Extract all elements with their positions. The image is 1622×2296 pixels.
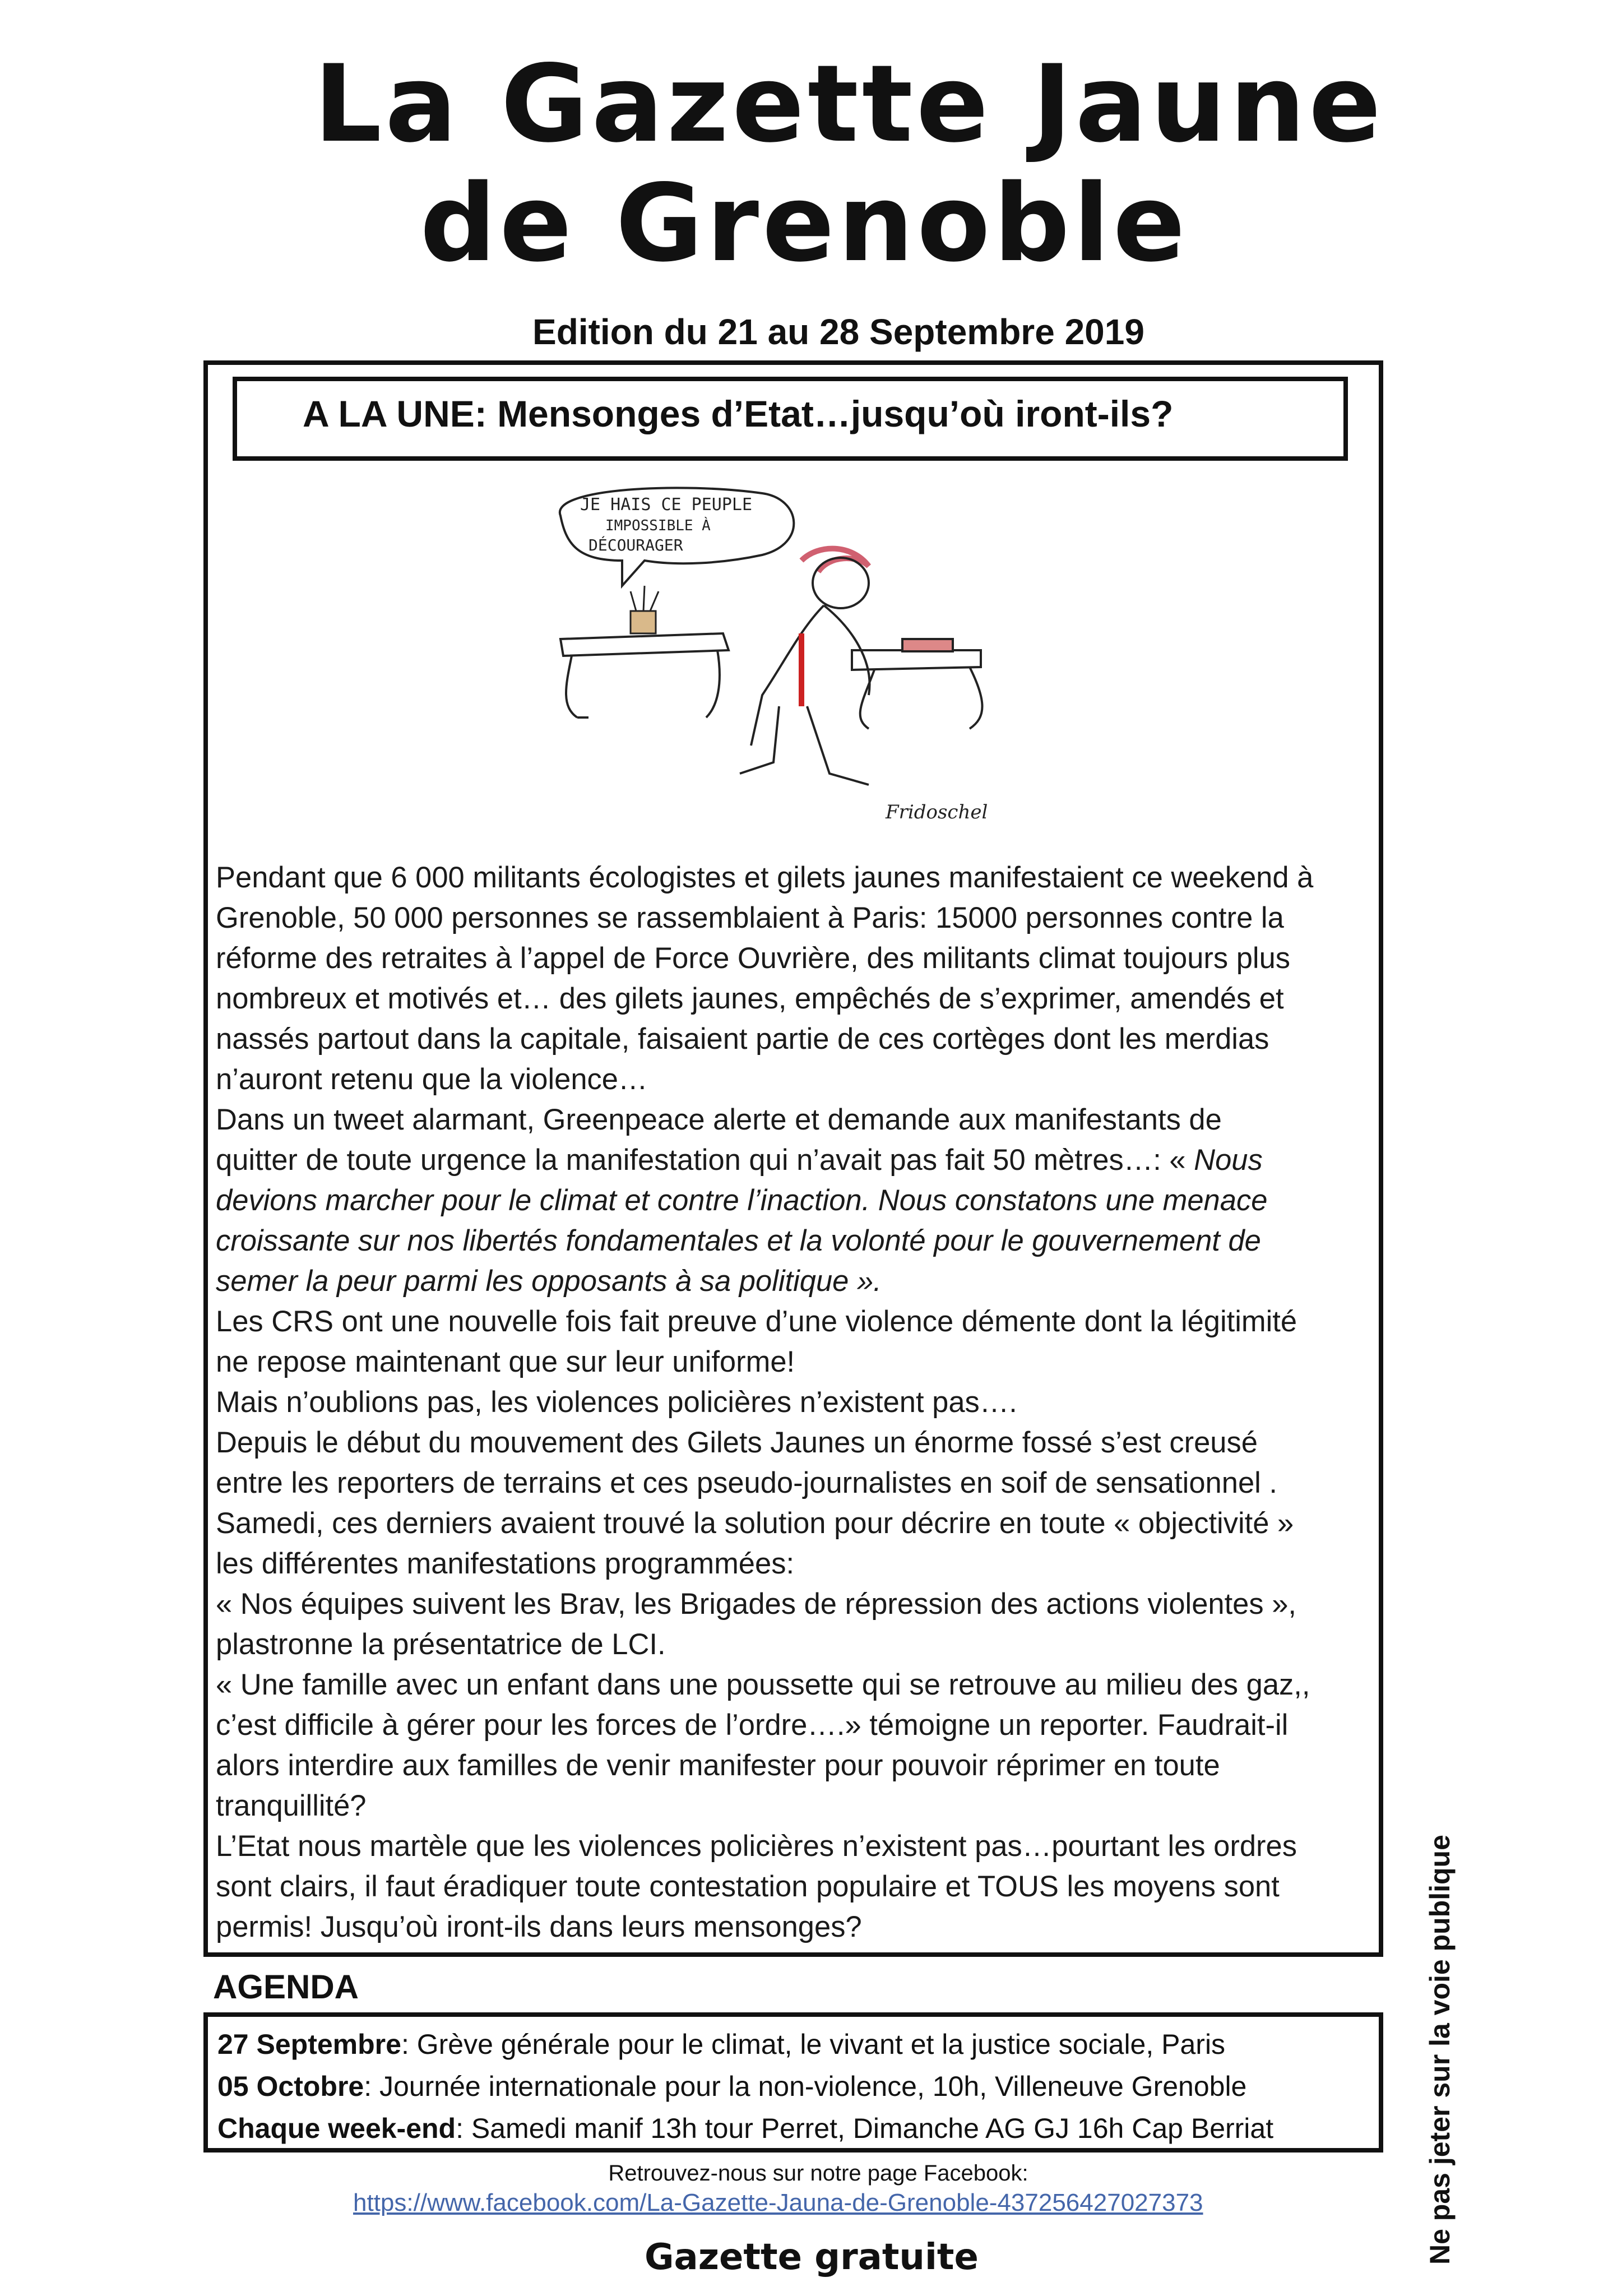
article-body: [216, 858, 1370, 1947]
agenda-text: : Journée internationale pour la non-violence, 10h, Villeneuve Grenoble: [364, 2071, 1247, 2102]
speech-text-2: IMPOSSIBLE À: [605, 517, 711, 534]
article-line: Pendant que 6 000 militants écologistes et gilets jaunes manifestaient ce weekend à: [216, 861, 1314, 894]
article-line: tranquillité?: [216, 1789, 367, 1822]
political-cartoon: [538, 482, 1020, 830]
facebook-label: Retrouvez-nous sur notre page Facebook:: [608, 2161, 1028, 2186]
article-quote-line: devions marcher pour le climat et contre l’inaction. Nous constatons une menace: [216, 1184, 1268, 1217]
side-note: Ne pas jeter sur la voie publique: [1424, 1835, 1456, 2265]
footer-free-notice: Gazette gratuite: [645, 2237, 979, 2278]
speech-text-3: DÉCOURAGER: [588, 536, 683, 554]
masthead-line-2: de Grenoble: [420, 161, 1189, 285]
article-line: [216, 1140, 1370, 1181]
article-line: Dans un tweet alarmant, Greenpeace alerte et demande aux manifestants de: [216, 1103, 1222, 1136]
quote-start: Nous: [1194, 1144, 1263, 1177]
article-line-text: quitter de toute urgence la manifestation qui n’avait pas fait 50 mètres…: «: [216, 1144, 1194, 1177]
cartoon-signature: Fridoschel: [886, 801, 988, 823]
article-line: L’Etat nous martèle que les violences policières n’existent pas…pourtant les ordres: [216, 1830, 1297, 1863]
article-line: nassés partout dans la capitale, faisaient partie de ces cortèges dont les merdias: [216, 1022, 1269, 1056]
headline: A LA UNE: Mensonges d’Etat…jusqu’où iront-ils?: [303, 393, 1174, 434]
article-line: Depuis le début du mouvement des Gilets Jaunes un énorme fossé s’est creusé: [216, 1426, 1258, 1459]
article-line: Grenoble, 50 000 personnes se rassemblaient à Paris: 15000 personnes contre la: [216, 901, 1284, 934]
article-line: « Nos équipes suivent les Brav, les Brigades de répression des actions violentes »,: [216, 1587, 1296, 1621]
speech-text-1: JE HAIS CE PEUPLE: [580, 495, 753, 515]
edition-date: Edition du 21 au 28 Septembre 2019: [532, 312, 1144, 352]
article-line: c’est difficile à gérer pour les forces de l’ordre….» témoigne un reporter. Faudrait-il: [216, 1709, 1289, 1742]
article-line: permis! Jusqu’où iront-ils dans leurs mensonges?: [216, 1910, 862, 1943]
agenda-date: 05 Octobre: [217, 2071, 364, 2102]
article-line: ne repose maintenant que sur leur uniforme!: [216, 1345, 795, 1378]
plant-drawing: [631, 586, 659, 633]
figure-drawing: [740, 549, 870, 785]
agenda-item: [217, 2066, 1372, 2108]
article-line: « Une famille avec un enfant dans une poussette qui se retrouve au milieu des gaz,,: [216, 1668, 1310, 1701]
article-line: nombreux et motivés et… des gilets jaunes, empêchés de s’exprimer, amendés et: [216, 982, 1284, 1015]
article-line: réforme des retraites à l’appel de Force Ouvrière, des militants climat toujours plus: [216, 942, 1291, 975]
article-line: alors interdire aux familles de venir manifester pour pouvoir réprimer en toute: [216, 1749, 1220, 1782]
article-line: sont clairs, il faut éradiquer toute contestation populaire et TOUS les moyens sont: [216, 1870, 1280, 1903]
article-line: les différentes manifestations programmées:: [216, 1547, 795, 1580]
agenda-date: Chaque week-end: [217, 2113, 456, 2144]
agenda-item: [217, 2108, 1372, 2150]
agenda-list: [217, 2024, 1372, 2150]
article-line: plastronne la présentatrice de LCI.: [216, 1628, 666, 1661]
agenda-date: 27 Septembre: [217, 2029, 401, 2060]
masthead-line-1: La Gazette Jaune: [314, 42, 1384, 166]
article-line: n’auront retenu que la violence…: [216, 1063, 648, 1096]
article-quote-line: croissante sur nos libertés fondamentales et la volonté pour le gouvernement de: [216, 1224, 1261, 1257]
agenda-title: AGENDA: [213, 1968, 359, 2006]
article-line: Les CRS ont une nouvelle fois fait preuve d’une violence démente dont la légitimité: [216, 1305, 1297, 1338]
agenda-text: : Grève générale pour le climat, le vivant et la justice sociale, Paris: [401, 2029, 1226, 2060]
agenda-text: : Samedi manif 13h tour Perret, Dimanche AG GJ 16h Cap Berriat: [456, 2113, 1274, 2144]
article-line: entre les reporters de terrains et ces pseudo-journalistes en soif de sensationnel .: [216, 1466, 1277, 1499]
facebook-link[interactable]: https://www.facebook.com/La-Gazette-Jauna-de-Grenoble-437256427027373: [353, 2189, 1203, 2216]
agenda-item: [217, 2024, 1372, 2066]
article-quote-line: semer la peur parmi les opposants à sa politique ».: [216, 1265, 882, 1298]
article-line: Samedi, ces derniers avaient trouvé la solution pour décrire en toute « objectivité »: [216, 1507, 1294, 1540]
article-line: Mais n’oublions pas, les violences policières n’existent pas….: [216, 1386, 1017, 1419]
masthead: [314, 42, 1384, 285]
